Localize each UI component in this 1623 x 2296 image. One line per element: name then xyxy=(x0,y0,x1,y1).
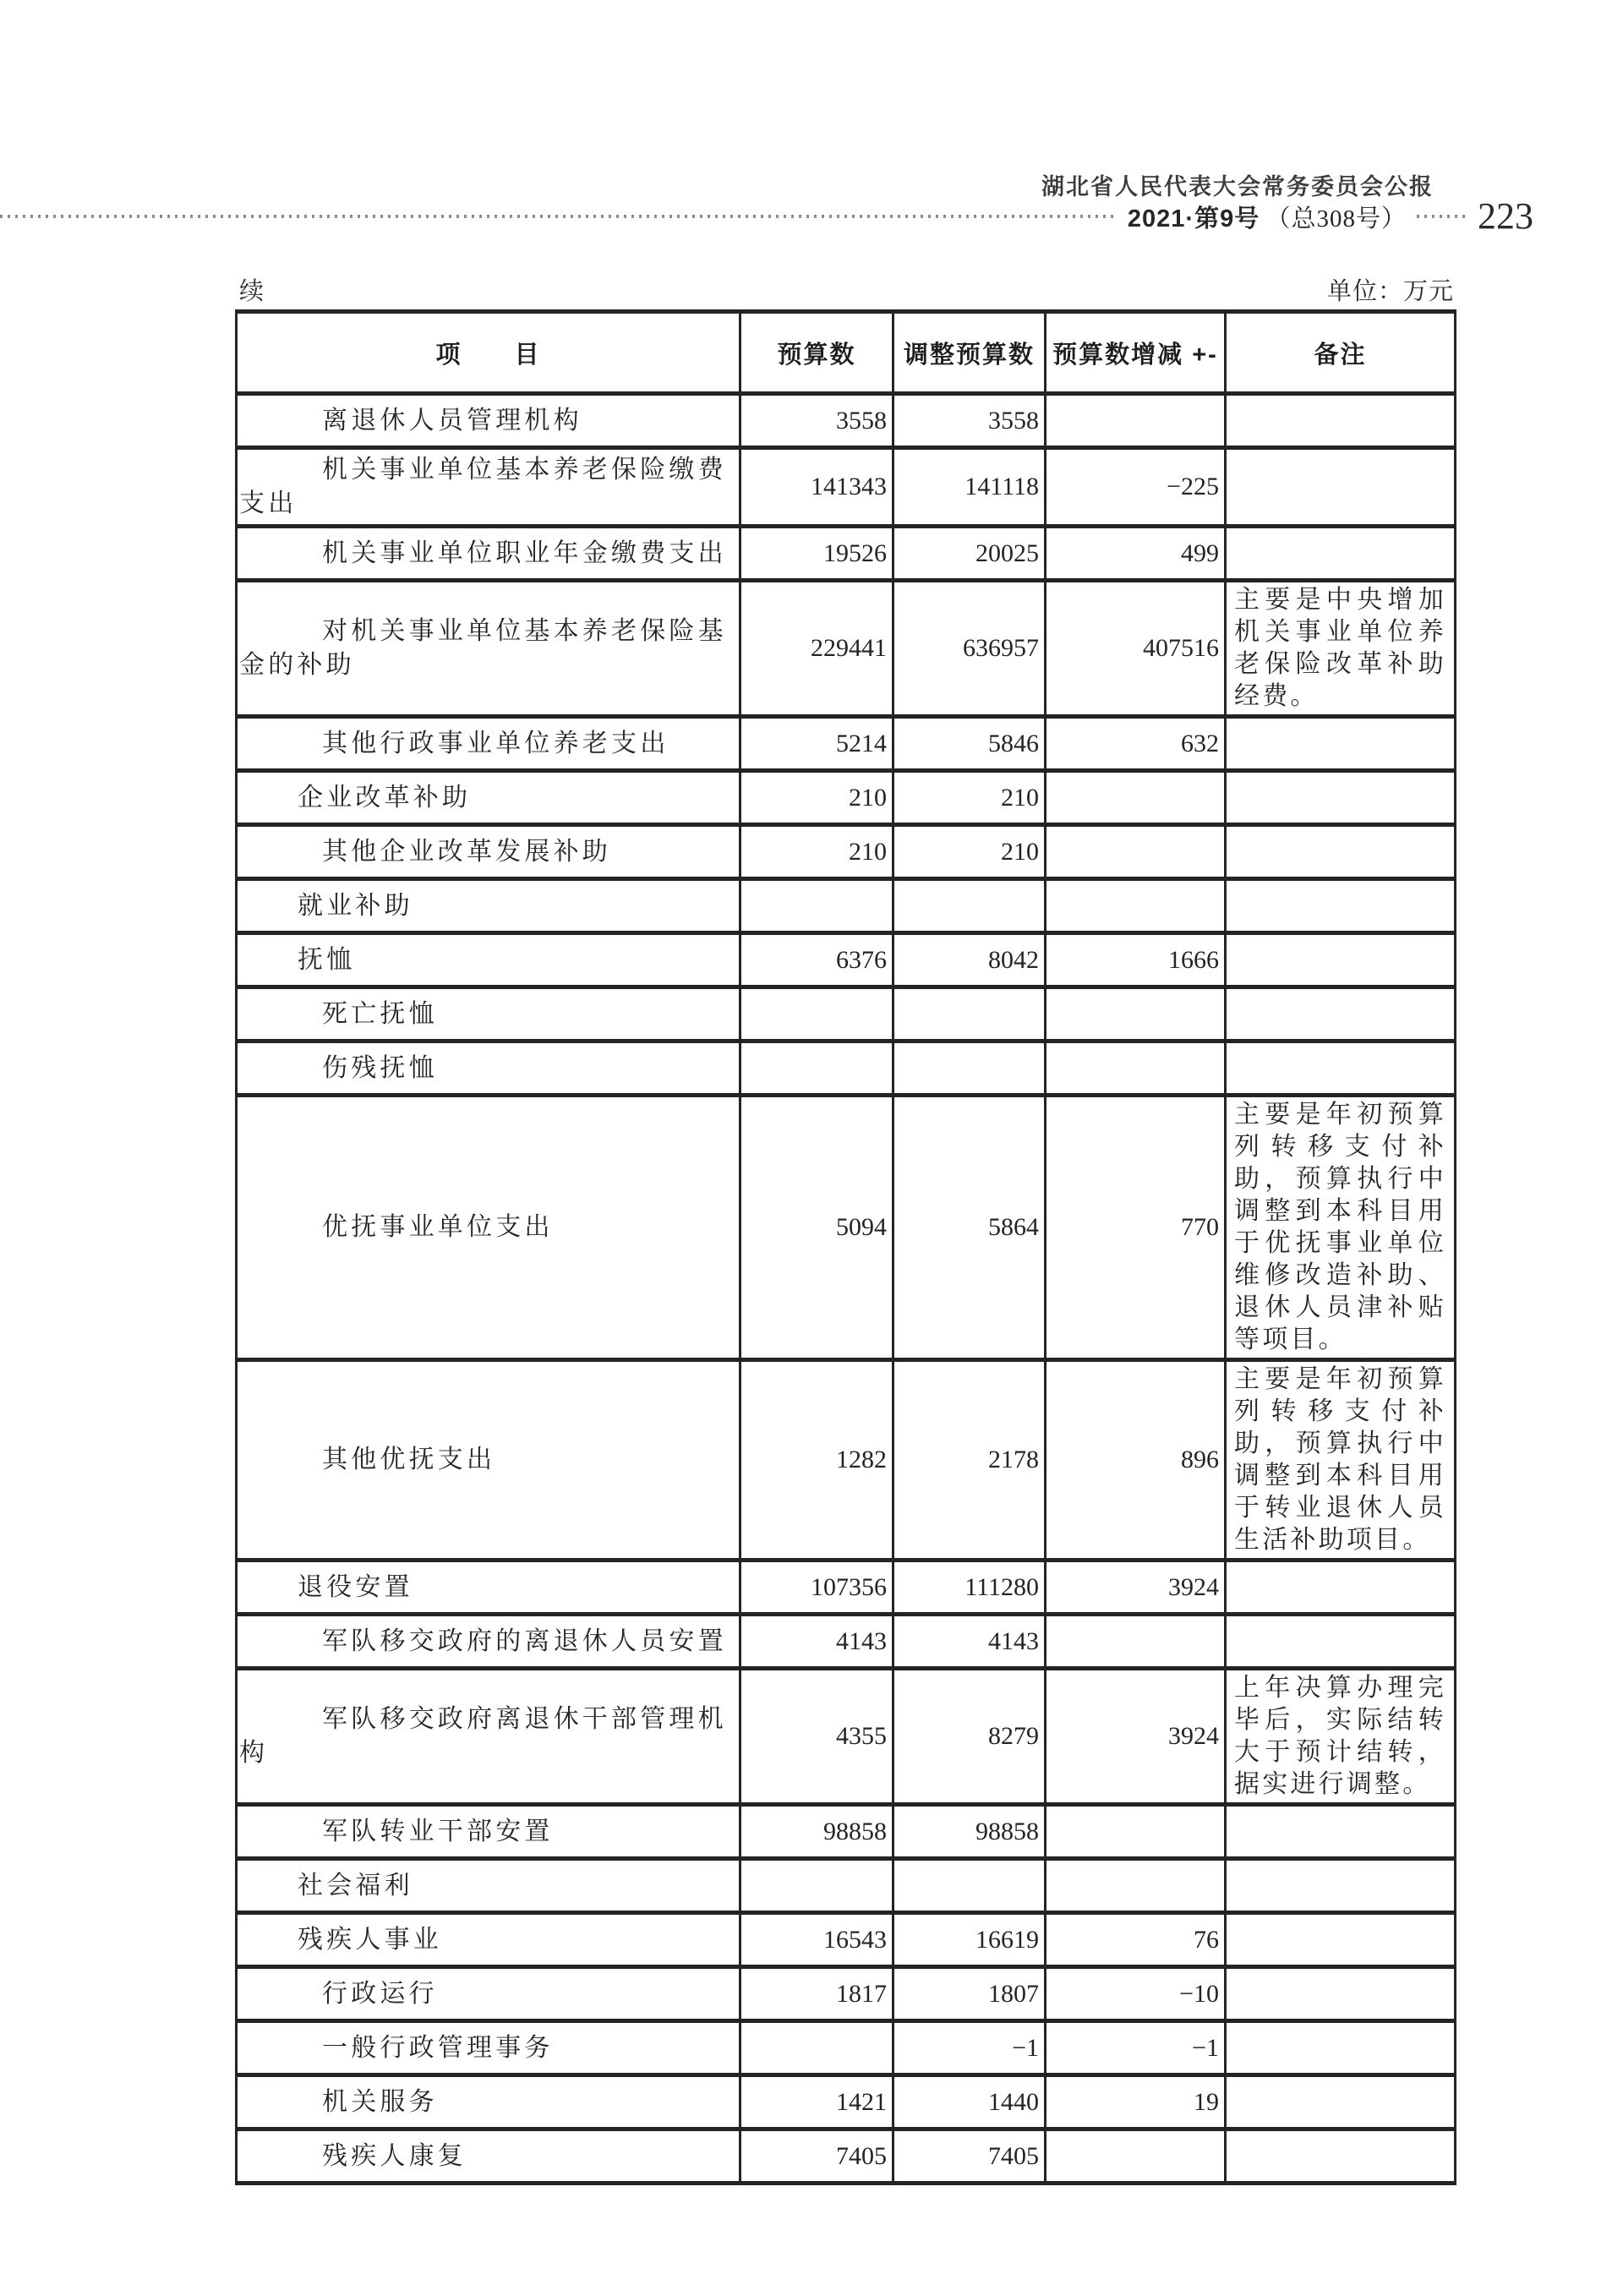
adjusted-cell: 98858 xyxy=(893,1805,1046,1859)
budget-cell: 5094 xyxy=(740,1096,893,1360)
change-cell: 632 xyxy=(1046,717,1226,771)
change-cell xyxy=(1046,1859,1226,1913)
item-cell: 残疾人事业 xyxy=(237,1913,740,1967)
issue-label xyxy=(1128,200,1407,234)
col-header-item: 项 目 xyxy=(237,312,740,394)
adjusted-cell: 8042 xyxy=(893,933,1046,987)
change-cell: −225 xyxy=(1046,448,1226,527)
change-cell: 499 xyxy=(1046,527,1226,581)
budget-cell xyxy=(740,2021,893,2075)
remark-cell: 主要是中央增加机关事业单位养老保险改革补助经费。 xyxy=(1226,581,1456,717)
change-cell: 770 xyxy=(1046,1096,1226,1360)
remark-cell xyxy=(1226,1913,1456,1967)
remark-cell xyxy=(1226,527,1456,581)
adjusted-cell: 2178 xyxy=(893,1360,1046,1561)
budget-cell: 1817 xyxy=(740,1967,893,2021)
item-cell: 优抚事业单位支出 xyxy=(237,1096,740,1360)
table-row xyxy=(237,1913,1456,1967)
table-row xyxy=(237,933,1456,987)
adjusted-cell: 4143 xyxy=(893,1615,1046,1669)
budget-table xyxy=(235,309,1456,2185)
remark-cell xyxy=(1226,394,1456,448)
adjusted-cell: 210 xyxy=(893,771,1046,825)
budget-cell: 6376 xyxy=(740,933,893,987)
remark-cell xyxy=(1226,448,1456,527)
table-row xyxy=(237,1669,1456,1805)
budget-cell: 210 xyxy=(740,771,893,825)
table-row xyxy=(237,448,1456,527)
issue-number: 2021·第9号 xyxy=(1127,205,1260,232)
adjusted-cell xyxy=(893,1041,1046,1096)
continuation-label: 续 xyxy=(239,278,265,305)
item-cell: 行政运行 xyxy=(237,1967,740,2021)
change-cell: 3924 xyxy=(1046,1669,1226,1805)
table-row xyxy=(237,717,1456,771)
adjusted-cell xyxy=(893,879,1046,933)
table-row xyxy=(237,1805,1456,1859)
change-cell xyxy=(1046,2129,1226,2184)
table-row xyxy=(237,1615,1456,1669)
table-row xyxy=(237,527,1456,581)
budget-cell: 5214 xyxy=(740,717,893,771)
adjusted-cell: 111280 xyxy=(893,1561,1046,1615)
remark-cell xyxy=(1226,987,1456,1041)
item-cell: 抚恤 xyxy=(237,933,740,987)
change-cell xyxy=(1046,879,1226,933)
adjusted-cell xyxy=(893,1859,1046,1913)
change-cell: 407516 xyxy=(1046,581,1226,717)
item-cell: 其他企业改革发展补助 xyxy=(237,825,740,879)
budget-cell: 1282 xyxy=(740,1360,893,1561)
budget-cell: 229441 xyxy=(740,581,893,717)
adjusted-cell: 1440 xyxy=(893,2075,1046,2129)
change-cell xyxy=(1046,987,1226,1041)
item-cell: 就业补助 xyxy=(237,879,740,933)
unit-label: 单位：万元 xyxy=(1326,278,1454,305)
col-header-budget: 预算数 xyxy=(740,312,893,394)
item-cell: 机关事业单位基本养老保险缴费支出 xyxy=(237,448,740,527)
item-cell: 其他行政事业单位养老支出 xyxy=(237,717,740,771)
table-row xyxy=(237,1360,1456,1561)
item-cell: 其他优抚支出 xyxy=(237,1360,740,1561)
change-cell: 76 xyxy=(1046,1913,1226,1967)
budget-cell: 4355 xyxy=(740,1669,893,1805)
adjusted-cell: 3558 xyxy=(893,394,1046,448)
table-row xyxy=(237,1967,1456,2021)
change-cell xyxy=(1046,1041,1226,1096)
item-cell: 离退休人员管理机构 xyxy=(237,394,740,448)
col-header-remark: 备注 xyxy=(1226,312,1456,394)
budget-cell xyxy=(740,987,893,1041)
table-row xyxy=(237,987,1456,1041)
adjusted-cell: 5864 xyxy=(893,1096,1046,1360)
budget-cell: 107356 xyxy=(740,1561,893,1615)
change-cell xyxy=(1046,825,1226,879)
table-row xyxy=(237,1041,1456,1096)
budget-cell: 210 xyxy=(740,825,893,879)
dotted-leader xyxy=(0,215,1118,218)
table-row xyxy=(237,581,1456,717)
adjusted-cell: 8279 xyxy=(893,1669,1046,1805)
adjusted-cell: 141118 xyxy=(893,448,1046,527)
remark-cell: 上年决算办理完毕后，实际结转大于预计结转，据实进行调整。 xyxy=(1226,1669,1456,1805)
budget-cell xyxy=(740,1859,893,1913)
item-cell: 社会福利 xyxy=(237,1859,740,1913)
table-row xyxy=(237,2129,1456,2184)
budget-cell: 98858 xyxy=(740,1805,893,1859)
budget-table-body xyxy=(237,394,1456,2184)
item-cell: 死亡抚恤 xyxy=(237,987,740,1041)
item-cell: 伤残抚恤 xyxy=(237,1041,740,1096)
item-cell: 军队移交政府离退休干部管理机构 xyxy=(237,1669,740,1805)
adjusted-cell: 7405 xyxy=(893,2129,1046,2184)
change-cell xyxy=(1046,1805,1226,1859)
adjusted-cell xyxy=(893,987,1046,1041)
adjusted-cell: 1807 xyxy=(893,1967,1046,2021)
item-cell: 退役安置 xyxy=(237,1561,740,1615)
dotted-leader-short xyxy=(1417,215,1466,218)
item-cell: 一般行政管理事务 xyxy=(237,2021,740,2075)
col-header-change: 预算数增减 +- xyxy=(1046,312,1226,394)
budget-cell: 7405 xyxy=(740,2129,893,2184)
change-cell xyxy=(1046,771,1226,825)
budget-cell: 141343 xyxy=(740,448,893,527)
adjusted-cell: 5846 xyxy=(893,717,1046,771)
remark-cell xyxy=(1226,933,1456,987)
remark-cell xyxy=(1226,717,1456,771)
adjusted-cell: 20025 xyxy=(893,527,1046,581)
remark-cell xyxy=(1226,1805,1456,1859)
running-head-line xyxy=(0,195,1533,237)
table-row xyxy=(237,2075,1456,2129)
table-row xyxy=(237,825,1456,879)
change-cell: 19 xyxy=(1046,2075,1226,2129)
remark-cell xyxy=(1226,1041,1456,1096)
remark-cell xyxy=(1226,879,1456,933)
remark-cell xyxy=(1226,1561,1456,1615)
remark-cell xyxy=(1226,1967,1456,2021)
page-number: 223 xyxy=(1478,195,1533,237)
item-cell: 机关事业单位职业年金缴费支出 xyxy=(237,527,740,581)
change-cell: 3924 xyxy=(1046,1561,1226,1615)
remark-cell xyxy=(1226,825,1456,879)
table-row xyxy=(237,1096,1456,1360)
table-row xyxy=(237,1859,1456,1913)
table-row xyxy=(237,1561,1456,1615)
table-row xyxy=(237,2021,1456,2075)
table-row xyxy=(237,771,1456,825)
budget-cell: 19526 xyxy=(740,527,893,581)
adjusted-cell: 16619 xyxy=(893,1913,1046,1967)
budget-cell xyxy=(740,1041,893,1096)
header-row xyxy=(237,312,1456,394)
change-cell: −10 xyxy=(1046,1967,1226,2021)
budget-cell: 1421 xyxy=(740,2075,893,2129)
remark-cell xyxy=(1226,1859,1456,1913)
remark-cell xyxy=(1226,2075,1456,2129)
change-cell: 896 xyxy=(1046,1360,1226,1561)
issue-total-number: （总308号） xyxy=(1265,205,1407,232)
remark-cell xyxy=(1226,771,1456,825)
item-cell: 残疾人康复 xyxy=(237,2129,740,2184)
remark-cell xyxy=(1226,2129,1456,2184)
org-title: 湖北省人民代表大会常务委员会公报 xyxy=(1041,174,1434,200)
budget-cell: 3558 xyxy=(740,394,893,448)
change-cell xyxy=(1046,1615,1226,1669)
budget-cell: 16543 xyxy=(740,1913,893,1967)
item-cell: 机关服务 xyxy=(237,2075,740,2129)
budget-cell xyxy=(740,879,893,933)
remark-cell: 主要是年初预算列转移支付补助，预算执行中调整到本科目用于转业退休人员生活补助项目。 xyxy=(1226,1360,1456,1561)
adjusted-cell: 210 xyxy=(893,825,1046,879)
change-cell xyxy=(1046,394,1226,448)
table-row xyxy=(237,879,1456,933)
remark-cell xyxy=(1226,1615,1456,1669)
item-cell: 军队转业干部安置 xyxy=(237,1805,740,1859)
change-cell: −1 xyxy=(1046,2021,1226,2075)
item-cell: 军队移交政府的离退休人员安置 xyxy=(237,1615,740,1669)
budget-table-header xyxy=(237,312,1456,394)
budget-cell: 4143 xyxy=(740,1615,893,1669)
change-cell: 1666 xyxy=(1046,933,1226,987)
remark-cell: 主要是年初预算列转移支付补助，预算执行中调整到本科目用于优抚事业单位维修改造补助、退休人员津补贴等项目。 xyxy=(1226,1096,1456,1360)
remark-cell xyxy=(1226,2021,1456,2075)
adjusted-cell: 636957 xyxy=(893,581,1046,717)
adjusted-cell: −1 xyxy=(893,2021,1046,2075)
col-header-adjusted: 调整预算数 xyxy=(893,312,1046,394)
item-cell: 企业改革补助 xyxy=(237,771,740,825)
item-cell: 对机关事业单位基本养老保险基金的补助 xyxy=(237,581,740,717)
table-row xyxy=(237,394,1456,448)
